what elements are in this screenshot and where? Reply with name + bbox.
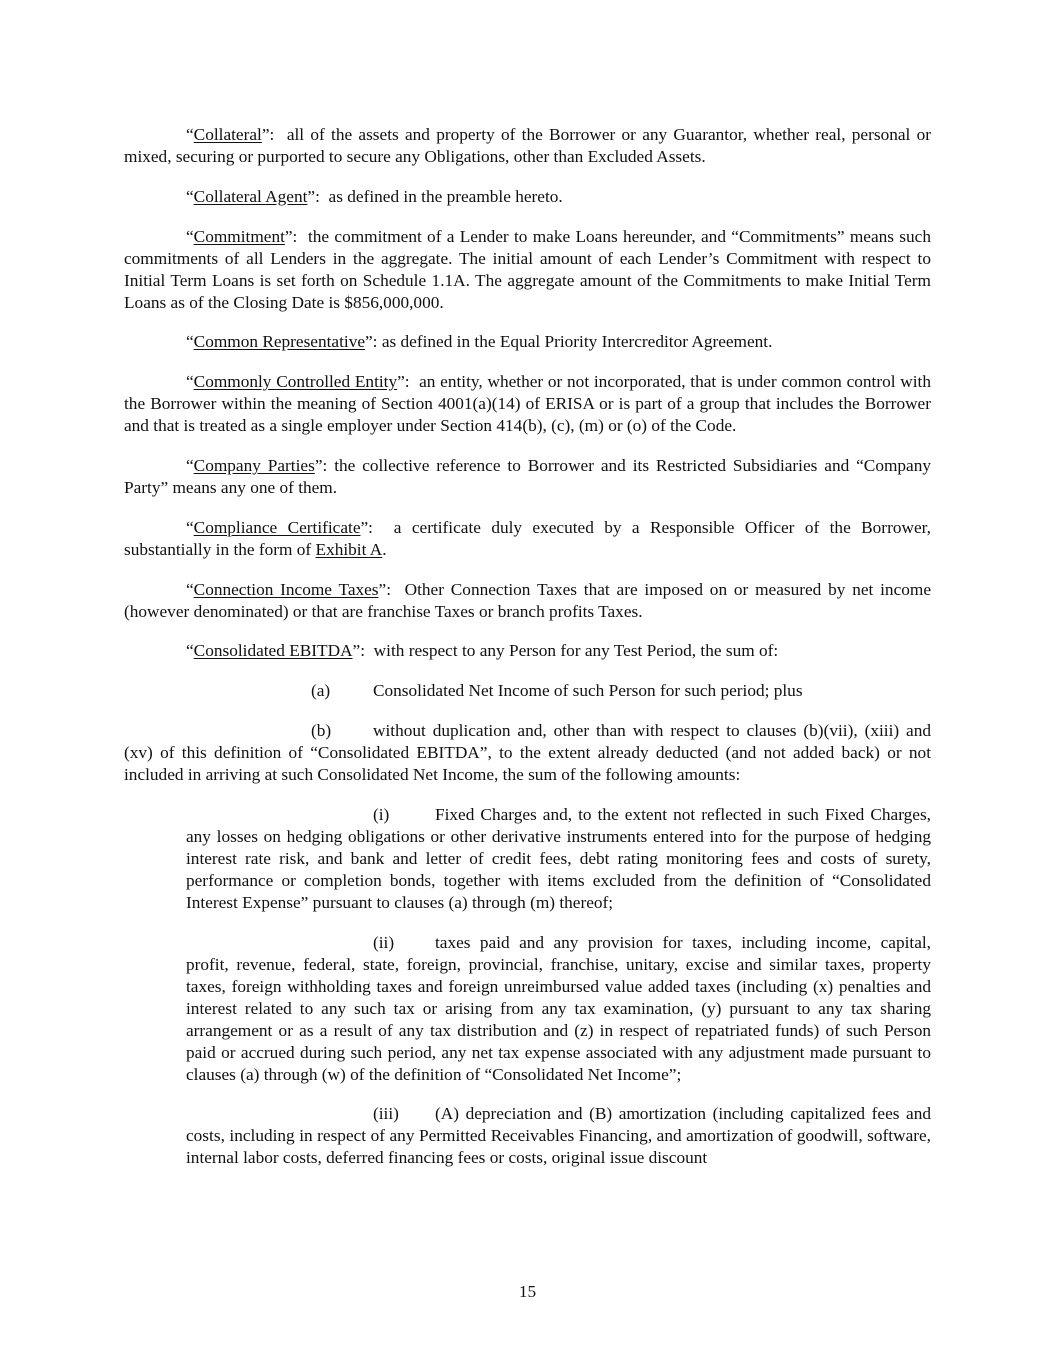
defined-term: Collateral Agent bbox=[193, 186, 308, 206]
defined-term: Compliance Certificate bbox=[193, 517, 361, 537]
subclause-label: (iii) bbox=[373, 1104, 399, 1124]
definition-collateral-agent: “Collateral Agent”: as defined in the preamble hereto. bbox=[186, 186, 563, 206]
definition-common-representative: “Common Representative”: as defined in the Equal Priority Intercreditor Agreement. bbox=[186, 332, 773, 352]
definition-collateral: “Collateral”: all of the assets and property of the Borrower or any Guarantor, whether real, personal or mixed, securing or purported to secure any Obligations, other than Excluded Assets. bbox=[124, 125, 931, 166]
subclause-i bbox=[186, 804, 931, 914]
definition-consolidated-ebitda: “Consolidated EBITDA”: with respect to any Person for any Test Period, the sum of: bbox=[186, 641, 779, 661]
definition-connection-income-taxes: “Connection Income Taxes”: Other Connection Taxes that are imposed on or measured by net income (however denominated) or that are franchise Taxes or branch profits Taxes. bbox=[124, 579, 931, 621]
clause-label: (a) bbox=[311, 681, 331, 701]
definition-company-parties: “Company Parties”: the collective reference to Borrower and its Restricted Subsidiaries and “Company Party” means any one of them. bbox=[124, 455, 931, 497]
definition-text: an entity, whether or not incorporated, that is under common control with the Borrower within the meaning of Section 4001(a)(14) of ERISA or is part of a group that includes the Borrower and that is treated as a single employer under Section 414(b), (c), (m) or (o) of the Code. bbox=[124, 372, 931, 436]
document-page bbox=[124, 124, 931, 1187]
definition-text: as defined in the Equal Priority Intercreditor Agreement. bbox=[381, 332, 773, 352]
subclause-iii bbox=[186, 1103, 931, 1169]
subclause-text: (A) depreciation and (B) amortization (including capitalized fees and costs, including in respect of any Permitted Receivables Financing, and amortization of goodwill, software, internal labor costs, deferred financing fees or costs, original issue discount bbox=[186, 1104, 931, 1168]
definition-text: as defined in the preamble hereto. bbox=[328, 186, 563, 206]
clause-b bbox=[124, 720, 931, 786]
subclause-text: Fixed Charges and, to the extent not reflected in such Fixed Charges, any losses on hedging obligations or other derivative instruments entered into for the purpose of hedging interest rate risk, and bank and letter of credit fees, debt rating monitoring fees and costs of surety, performance or completion bonds, together with items excluded from the definition of “Consolidated Interest Expense” pursuant to clauses (a) through (m) thereof; bbox=[186, 804, 931, 912]
defined-term: Company Parties bbox=[193, 455, 315, 475]
definition-text: a certificate duly executed by a Responsible Officer of the Borrower, substantially in the form of bbox=[124, 517, 931, 559]
definition-text: the commitment of a Lender to make Loans hereunder, and “Commitments” means such commitments of all Lenders in the aggregate. The initial amount of each Lender’s Commitment with respect to Initial Term Loans is set forth on Schedule 1.1A. The aggregate amount of the Commitments to make Initial Term Loans as of the Closing Date is $856,000,000. bbox=[124, 226, 931, 312]
clause-a bbox=[124, 680, 931, 702]
definition-text: Other Connection Taxes that are imposed on or measured by net income (however denominated) or that are franchise Taxes or branch profits Taxes. bbox=[124, 579, 931, 621]
clause-text: Consolidated Net Income of such Person for such period; plus bbox=[373, 681, 803, 701]
page-number: 15 bbox=[518, 1282, 537, 1301]
definition-compliance-certificate: “Compliance Certificate”: a certificate duly executed by a Responsible Officer of the Borrower, substantially in the form of Exhibit A. bbox=[124, 517, 931, 559]
defined-term: Common Representative bbox=[193, 332, 366, 352]
subclause-label: (i) bbox=[373, 804, 390, 824]
definition-suffix: . bbox=[382, 539, 387, 559]
subclause-text: taxes paid and any provision for taxes, including income, capital, profit, revenue, federal, state, foreign, provincial, franchise, unitary, excise and similar taxes, property taxes, foreign withholding taxes and foreign unreimbursed value added taxes (including (x) penalties and interest related to any such tax or arising from any tax examination, (y) pursuant to any tax sharing arrangement or as a result of any tax distribution and (z) in respect of repatriated funds) of such Person paid or accrued during such period, any net tax expense associated with any adjustment made pursuant to clauses (a) through (w) of the definition of “Consolidated Net Income”; bbox=[186, 932, 931, 1084]
definition-text: the collective reference to Borrower and its Restricted Subsidiaries and “Company Party” means any one of them. bbox=[124, 455, 931, 497]
defined-term: Collateral bbox=[193, 125, 262, 144]
clause-text: without duplication and, other than with respect to clauses (b)(vii), (xiii) and (xv) of this definition of “Consolidated EBITDA”, to the extent already deducted (and not added back) or not included in arriving at such Consolidated Net Income, the sum of the following amounts: bbox=[124, 720, 931, 784]
definition-commitment: “Commitment”: the commitment of a Lender to make Loans hereunder, and “Commitments” means such commitments of all Lenders in the aggregate. The initial amount of each Lender’s Commitment with respect to Initial Term Loans is set forth on Schedule 1.1A. The aggregate amount of the Commitments to make Initial Term Loans as of the Closing Date is $856,000,000. bbox=[124, 226, 931, 312]
exhibit-reference: Exhibit A bbox=[315, 539, 383, 559]
subclause-label: (ii) bbox=[373, 932, 395, 952]
defined-term: Commitment bbox=[193, 226, 285, 246]
defined-term: Commonly Controlled Entity bbox=[193, 372, 398, 392]
definition-commonly-controlled-entity: “Commonly Controlled Entity”: an entity, whether or not incorporated, that is under common control with the Borrower within the meaning of Section 4001(a)(14) of ERISA or is part of a group that includes the Borrower and that is treated as a single employer under Section 414(b), (c), (m) or (o) of the Code. bbox=[124, 372, 931, 436]
defined-term: Consolidated EBITDA bbox=[193, 641, 353, 661]
definition-text: all of the assets and property of the Borrower or any Guarantor, whether real, personal or mixed, securing or purported to secure any Obligations, other than Excluded Assets. bbox=[124, 125, 931, 166]
subclause-ii bbox=[186, 932, 931, 1086]
clause-label: (b) bbox=[311, 720, 332, 740]
defined-term: Connection Income Taxes bbox=[193, 579, 379, 599]
definition-text: with respect to any Person for any Test Period, the sum of: bbox=[373, 641, 779, 661]
